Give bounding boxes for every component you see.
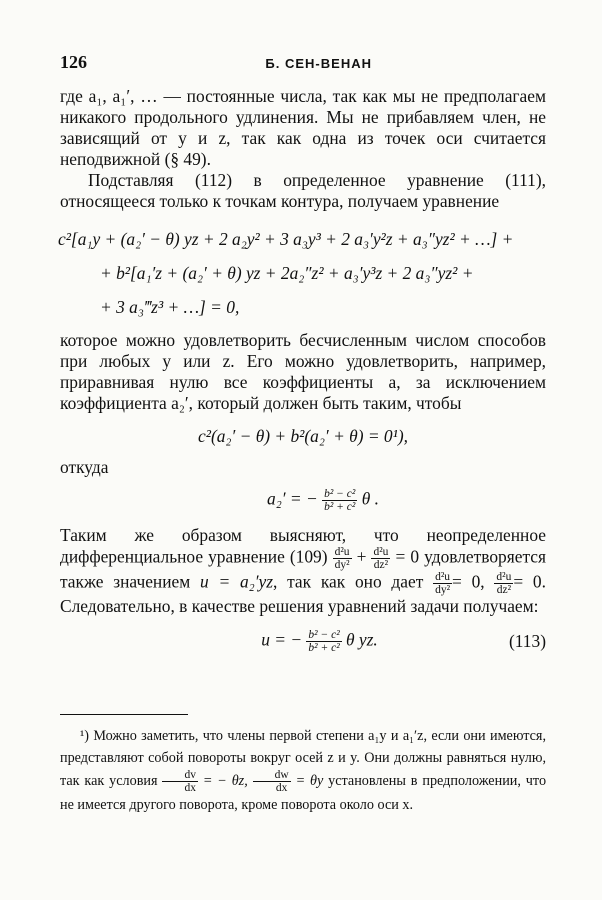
paragraph-1: где a₁, a₁′, … — постоянные числа, так как мы не предполагаем никакого продольного удлинения. Мы не прибавляем член, не зависящий от y и z, так как одна из точек оси считается неподвижной (§ 49). (60, 86, 546, 169)
paragraph-4: откуда (60, 457, 109, 477)
paragraph-5-part-b: = 0 удовлетворяется также значением (60, 546, 546, 592)
eq113-denominator: b² + c² (308, 642, 340, 654)
footnote-text (60, 725, 546, 816)
contour-equation-line-1: c²[a₁y + (a₂′ − θ) yz + 2 a₂y² + 3 a₃y³ + 2 a₃′y²z + a₃″yz² + …] + (58, 229, 514, 249)
page-number: 126 (60, 52, 87, 72)
d2u-dy2-denominator-2: dy² (435, 584, 451, 596)
footnote-rule (60, 714, 188, 715)
paragraph-5-part-a: Таким же образом выясняют, что неопределенное дифференциальное уравнение (109) (60, 525, 546, 567)
dv-denominator: dx (184, 782, 196, 794)
d2u-dy2-fraction-2 (433, 571, 452, 596)
eq113-rhs: θ yz. (346, 629, 378, 650)
paragraph-5: Таким же образом выясняют, что неопределенное дифференциальное уравнение (109) $\frac{\text{d²u}}{\text{dy²}}$ + $\frac{\text{d²u}}{\text{dz²}}$ = 0 удовлетворяется также значением u = a₂′yz, так как оно дает $\frac{\text{d²u}}{\text{dy²}}$ = 0, $\frac{\text{d²u}}{\text{dz²}}$ = 0. Следовательно, в качестве решения уравнений задачи получаем: (60, 525, 546, 616)
a2-rhs: θ . (361, 488, 379, 509)
dw-dx-fraction (253, 769, 291, 794)
dv-rhs: = − θz, (202, 772, 248, 789)
eq113-fraction (306, 629, 341, 654)
page (60, 52, 546, 816)
d2u-dz2-fraction (371, 546, 390, 571)
d2u-dy2-numerator: d²u (334, 546, 350, 558)
equation-113 (60, 629, 546, 654)
dw-numerator: dw (253, 769, 291, 782)
paragraph-3: которое можно удовлетворить бесчисленным числом способов при любых y или z. Его можно удовлетворить, например, приравнивая нулю все коэффициенты a, за исключением коэффициента a₂′, который должен быть таким, чтобы (60, 330, 546, 413)
a2-solution (100, 488, 546, 513)
u-value: u = a₂′yz (200, 571, 273, 592)
d2u-dy2-fraction (333, 546, 352, 571)
running-head: Б. СЕН-ВЕНАН (265, 56, 372, 71)
paragraph-2: Подставляя (112) в определенное уравнение (111), относящееся только к точкам контура, получаем уравнение (60, 170, 546, 211)
d2u-dz2-denominator: dz² (373, 559, 389, 571)
d2u-dz2-fraction-2 (494, 571, 513, 596)
dw-denominator: dx (275, 782, 288, 794)
contour-equation-line-2: + b²[a₁′z + (a₂′ + θ) yz + 2a₂″z² + a₃′y³z + 2 a₃″yz² + (100, 263, 474, 283)
d2u-dz2-numerator-2: d²u (496, 571, 512, 583)
dv-dx-fraction (162, 769, 198, 794)
d2u-dz2-numerator: d²u (373, 546, 389, 558)
a2-numerator: b² − c² (324, 488, 356, 500)
equation-113-formula (60, 629, 509, 654)
dw-rhs: = θy (295, 772, 324, 789)
paragraph-5-part-d: Следовательно, в качестве решения уравнений задачи получаем: (60, 596, 539, 616)
coefficient-condition: c²(a₂′ − θ) + b²(a₂′ + θ) = 0¹), (198, 426, 408, 446)
a2-fraction (322, 488, 357, 513)
a2-denominator: b² + c² (324, 501, 356, 513)
page-header (60, 52, 546, 86)
a2-lhs: a₂′ = − (267, 488, 318, 509)
d2u-dy2-numerator-2: d²u (435, 571, 451, 583)
footnote-text-b: установлены в предположении, что не имеется другого поворота, кроме поворота около оси x. (60, 772, 547, 813)
d2u-dz2-denominator-2: dz² (496, 584, 512, 596)
dv-numerator: dv (162, 769, 198, 782)
equation-113-label: (113) (508, 631, 546, 651)
eq113-lhs: u = − (261, 629, 303, 650)
eq113-numerator: b² − c² (308, 629, 340, 641)
footnote (60, 725, 546, 816)
footnote-text-a: ¹) Можно заметить, что члены первой степени a₁y и a₁′z, если они имеются, представляют собой повороты вокруг осей z и y. Они должны равняться нулю, так как условия (60, 728, 546, 789)
d2u-dy2-denominator: dy² (334, 559, 350, 571)
paragraph-5-part-c: , так как оно дает (273, 571, 424, 592)
contour-equation-line-3: + 3 a₃‴z³ + …] = 0, (100, 297, 240, 317)
